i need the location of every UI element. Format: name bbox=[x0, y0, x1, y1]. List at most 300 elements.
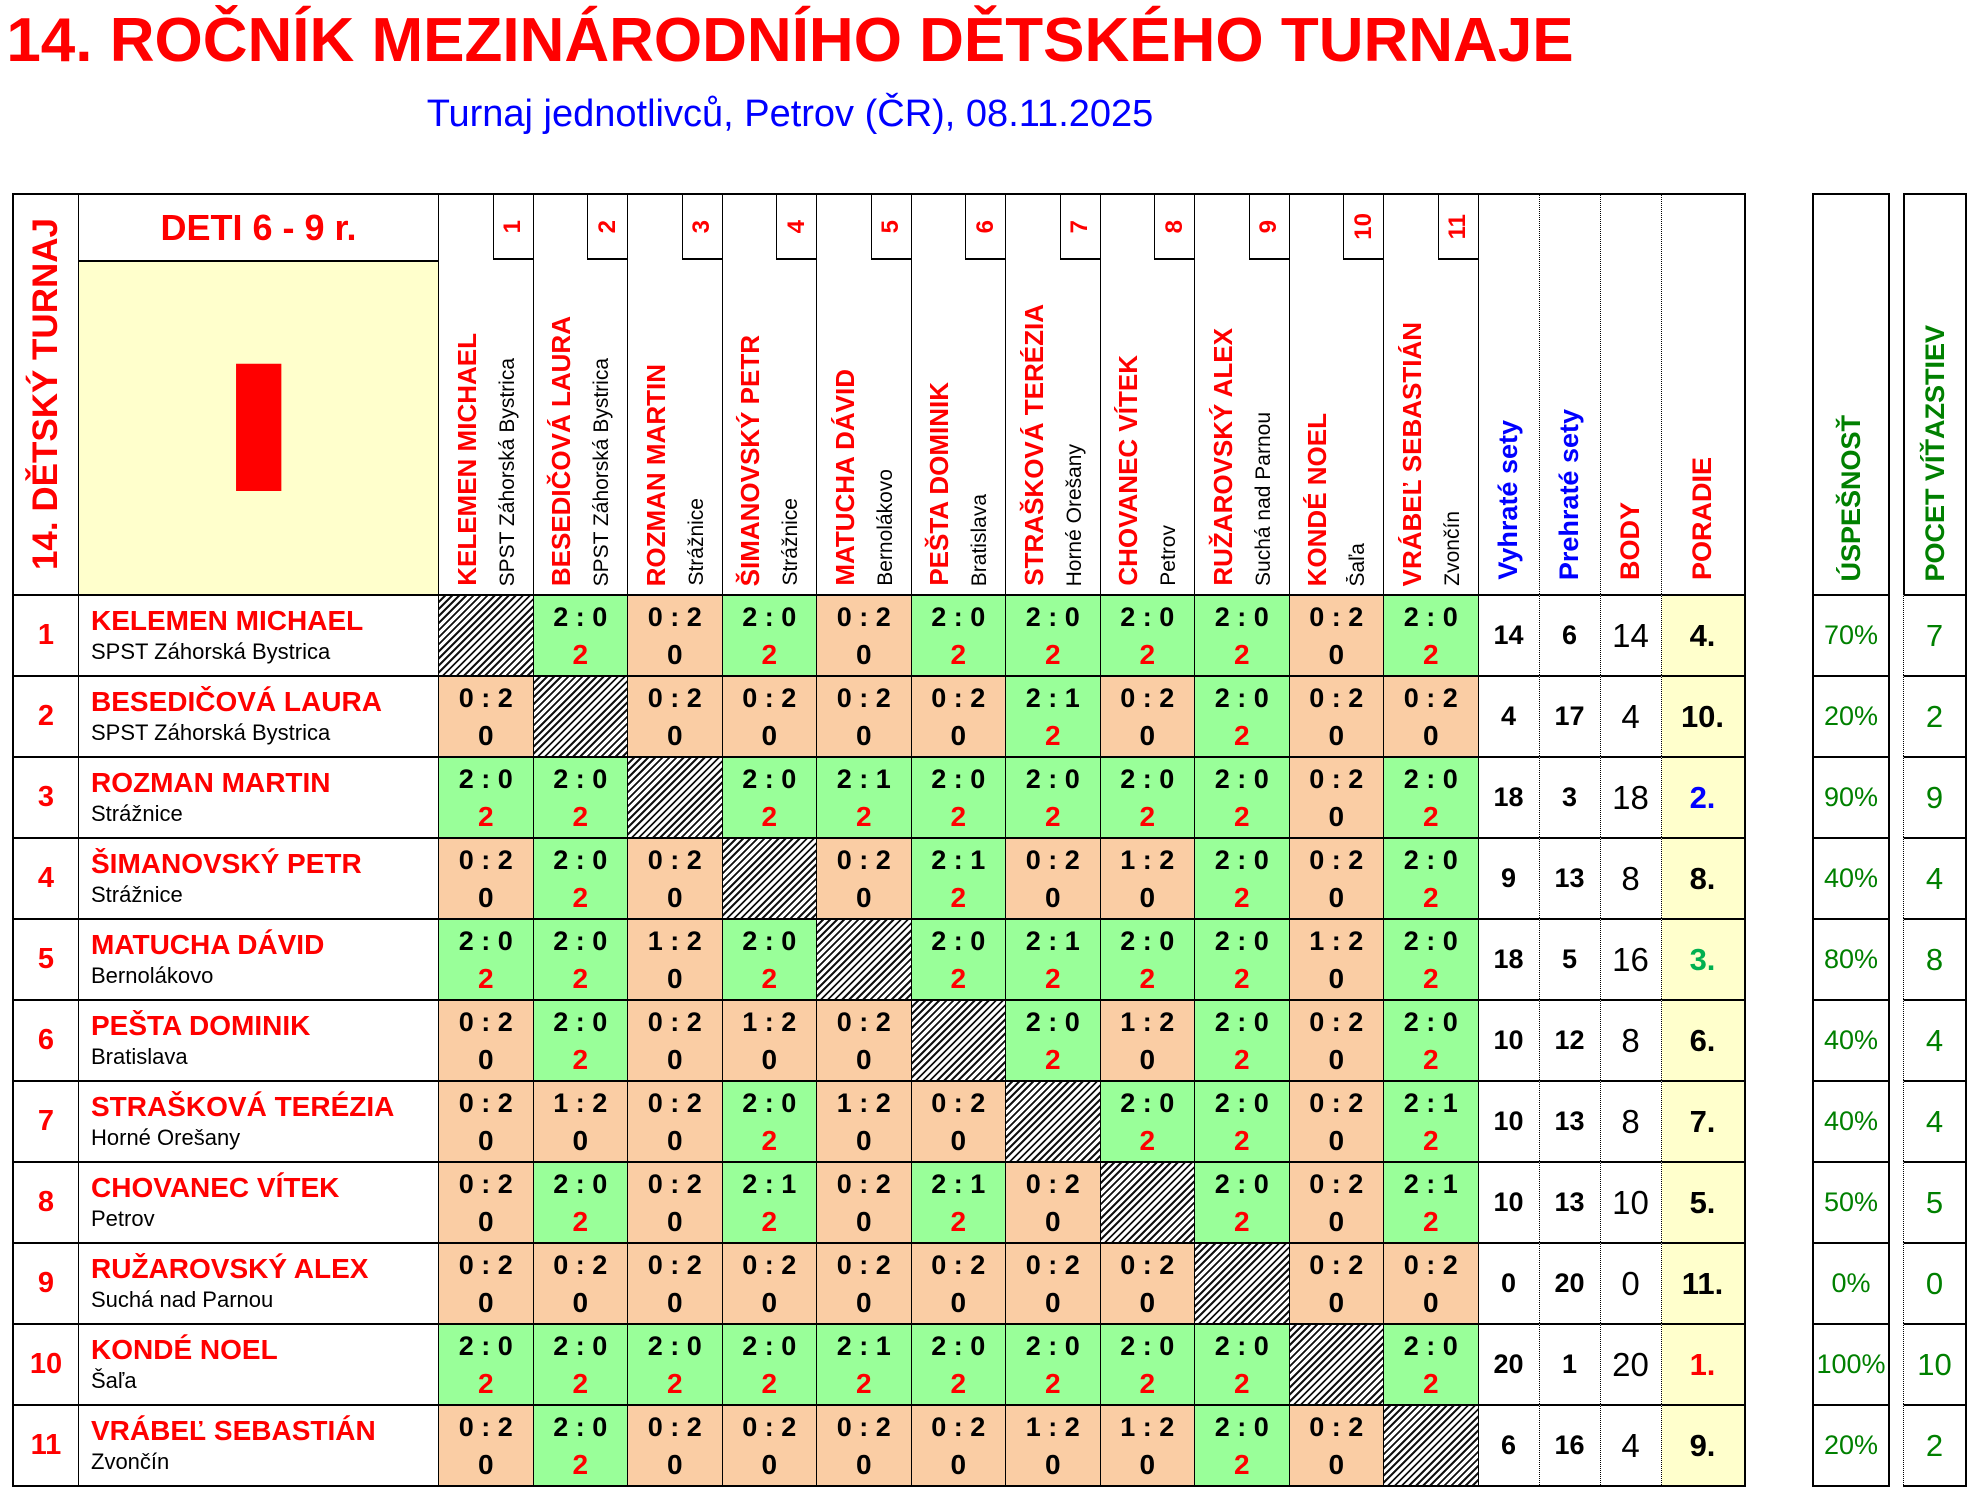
match-points: 0 bbox=[1328, 1125, 1345, 1156]
match-cell bbox=[628, 837, 723, 918]
success-rate-value: 40% bbox=[1814, 999, 1888, 1080]
player-row-header bbox=[79, 1161, 439, 1242]
match-score: 2 : 1 bbox=[1403, 1088, 1458, 1118]
sets-won-value: 0 bbox=[1479, 1242, 1540, 1323]
final-rank: 1. bbox=[1662, 1323, 1744, 1404]
match-score: 0 : 2 bbox=[1309, 1088, 1364, 1118]
player-column-header bbox=[1101, 260, 1196, 594]
match-points: 2 bbox=[1422, 801, 1439, 832]
match-points: 0 bbox=[477, 1287, 494, 1318]
row-number: 11 bbox=[14, 1404, 79, 1485]
match-cell bbox=[1006, 918, 1101, 999]
player-name: STRAŠKOVÁ TERÉZIA bbox=[91, 1091, 395, 1122]
sets-won-value: 14 bbox=[1479, 594, 1540, 675]
match-cell bbox=[439, 837, 534, 918]
match-score: 2 : 1 bbox=[931, 845, 986, 875]
match-points: 0 bbox=[950, 1125, 967, 1156]
player-number-box bbox=[965, 195, 1005, 260]
player-name: STRAŠKOVÁ TERÉZIA bbox=[1018, 304, 1049, 586]
player-name: KONDÉ NOEL bbox=[1302, 412, 1333, 586]
match-points: 2 bbox=[855, 1368, 872, 1399]
match-points: 0 bbox=[761, 720, 778, 751]
match-points: 0 bbox=[1139, 1044, 1156, 1075]
match-points: 2 bbox=[572, 801, 589, 832]
match-points: 2 bbox=[1139, 963, 1156, 994]
match-cell bbox=[1290, 1080, 1385, 1161]
player-name: VRÁBEĽ SEBASTIÁN bbox=[1396, 321, 1427, 586]
match-score: 0 : 2 bbox=[1309, 1250, 1364, 1280]
match-cell bbox=[534, 594, 629, 675]
sets-lost-value: 13 bbox=[1540, 837, 1601, 918]
match-cell bbox=[1006, 999, 1101, 1080]
player-row-header bbox=[79, 756, 439, 837]
player-number-cell bbox=[1006, 195, 1101, 260]
points-value: 4 bbox=[1601, 675, 1662, 756]
match-points: 0 bbox=[950, 720, 967, 751]
match-score: 0 : 2 bbox=[1309, 602, 1364, 632]
match-points: 2 bbox=[1233, 882, 1250, 913]
match-points: 2 bbox=[1422, 1206, 1439, 1237]
match-score: 2 : 0 bbox=[1403, 1007, 1458, 1037]
player-number-cell bbox=[439, 195, 534, 260]
match-score: 0 : 2 bbox=[647, 1250, 702, 1280]
match-cell bbox=[1290, 1161, 1385, 1242]
match-score: 2 : 0 bbox=[1403, 926, 1458, 956]
player-name: MATUCHA DÁVID bbox=[829, 369, 860, 586]
match-score: 2 : 1 bbox=[742, 1169, 797, 1199]
match-cell bbox=[534, 1161, 629, 1242]
match-score: 2 : 1 bbox=[1025, 926, 1080, 956]
player-number: 7 bbox=[1066, 219, 1093, 234]
match-points: 2 bbox=[477, 801, 494, 832]
match-cell bbox=[1195, 1161, 1290, 1242]
player-name: KELEMEN MICHAEL bbox=[91, 605, 364, 636]
wins-count-value: 0 bbox=[1903, 1242, 1965, 1323]
match-score: 2 : 0 bbox=[931, 602, 986, 632]
match-points: 2 bbox=[1233, 1125, 1250, 1156]
player-row-header bbox=[79, 594, 439, 675]
match-points: 2 bbox=[572, 963, 589, 994]
player-number-cell bbox=[1101, 195, 1196, 260]
player-column-header bbox=[628, 260, 723, 594]
match-cell bbox=[628, 675, 723, 756]
player-name: MATUCHA DÁVID bbox=[91, 929, 325, 960]
match-points: 0 bbox=[1328, 639, 1345, 670]
player-name: ROZMAN MARTIN bbox=[640, 363, 671, 586]
wins-count-value: 9 bbox=[1903, 756, 1965, 837]
match-cell bbox=[1101, 999, 1196, 1080]
match-score: 2 : 0 bbox=[1214, 683, 1269, 713]
match-cell bbox=[1195, 594, 1290, 675]
match-cell bbox=[912, 1161, 1007, 1242]
match-cell bbox=[1101, 1404, 1196, 1485]
match-score: 1 : 2 bbox=[836, 1088, 891, 1118]
match-score: 1 : 2 bbox=[1120, 1412, 1175, 1442]
match-score: 2 : 0 bbox=[931, 926, 986, 956]
match-points: 0 bbox=[1139, 882, 1156, 913]
player-club: SPST Záhorská Bystrica bbox=[91, 720, 331, 745]
success-rate-value: 40% bbox=[1814, 1080, 1888, 1161]
match-cell bbox=[1384, 918, 1479, 999]
match-cell bbox=[1101, 675, 1196, 756]
match-cell bbox=[534, 1080, 629, 1161]
match-score: 2 : 0 bbox=[1214, 1412, 1269, 1442]
match-score: 0 : 2 bbox=[647, 1007, 702, 1037]
match-points: 2 bbox=[572, 1044, 589, 1075]
match-points: 0 bbox=[1328, 1206, 1345, 1237]
match-cell bbox=[1006, 594, 1101, 675]
match-points: 0 bbox=[477, 1044, 494, 1075]
match-score: 0 : 2 bbox=[1403, 683, 1458, 713]
sets-won-value: 9 bbox=[1479, 837, 1540, 918]
match-cell bbox=[1101, 1323, 1196, 1404]
player-name: KONDÉ NOEL bbox=[91, 1334, 278, 1365]
sets-lost-value: 20 bbox=[1540, 1242, 1601, 1323]
match-points: 0 bbox=[1328, 720, 1345, 751]
final-rank: 5. bbox=[1662, 1161, 1744, 1242]
match-cell bbox=[439, 999, 534, 1080]
player-number-box bbox=[1438, 195, 1478, 260]
match-points: 0 bbox=[666, 1125, 683, 1156]
category-header bbox=[79, 195, 439, 260]
match-score: 2 : 0 bbox=[1214, 1169, 1269, 1199]
match-score: 2 : 0 bbox=[931, 764, 986, 794]
wins-count-value: 10 bbox=[1903, 1323, 1965, 1404]
sets-won-value: 10 bbox=[1479, 999, 1540, 1080]
match-points: 2 bbox=[1422, 882, 1439, 913]
player-number: 10 bbox=[1349, 213, 1377, 240]
match-cell bbox=[1006, 1161, 1101, 1242]
match-cell bbox=[1195, 675, 1290, 756]
player-name: CHOVANEC VÍTEK bbox=[91, 1172, 340, 1203]
match-score: 0 : 2 bbox=[1309, 764, 1364, 794]
points-value: 8 bbox=[1601, 999, 1662, 1080]
player-club: Strážnice bbox=[91, 801, 183, 826]
sets-won-value: 20 bbox=[1479, 1323, 1540, 1404]
match-score: 0 : 2 bbox=[1403, 1250, 1458, 1280]
match-points: 2 bbox=[1139, 801, 1156, 832]
match-cell bbox=[534, 1242, 629, 1323]
success-rate-value: 100% bbox=[1814, 1323, 1888, 1404]
match-points: 0 bbox=[855, 1125, 872, 1156]
sets-lost-value: 13 bbox=[1540, 1161, 1601, 1242]
match-score: 2 : 0 bbox=[553, 1169, 608, 1199]
sets-lost-header bbox=[1540, 195, 1601, 594]
match-cell bbox=[628, 1161, 723, 1242]
sets-lost-header-text: Prehraté sety bbox=[1554, 408, 1584, 580]
player-column-header bbox=[534, 260, 629, 594]
match-cell bbox=[1195, 1080, 1290, 1161]
success-rate-value: 20% bbox=[1814, 1404, 1888, 1485]
wins-count-value: 4 bbox=[1903, 999, 1965, 1080]
match-points: 2 bbox=[1233, 1044, 1250, 1075]
match-points: 0 bbox=[1328, 882, 1345, 913]
match-score: 2 : 0 bbox=[1120, 602, 1175, 632]
final-rank: 2. bbox=[1662, 756, 1744, 837]
match-points: 2 bbox=[761, 639, 778, 670]
self-match-cell bbox=[1195, 1242, 1290, 1323]
player-row-header bbox=[79, 837, 439, 918]
match-cell bbox=[628, 1080, 723, 1161]
match-cell bbox=[817, 1242, 912, 1323]
player-club: Zvončín bbox=[1440, 511, 1464, 586]
match-cell bbox=[817, 675, 912, 756]
player-club: Strážnice bbox=[91, 882, 183, 907]
final-rank: 3. bbox=[1662, 918, 1744, 999]
match-points: 2 bbox=[761, 1125, 778, 1156]
match-cell bbox=[817, 1404, 912, 1485]
match-cell bbox=[912, 1323, 1007, 1404]
match-score: 0 : 2 bbox=[647, 1169, 702, 1199]
match-points: 0 bbox=[1422, 1287, 1439, 1318]
points-value: 20 bbox=[1601, 1323, 1662, 1404]
self-match-cell bbox=[628, 756, 723, 837]
match-cell bbox=[912, 1080, 1007, 1161]
sets-won-value: 18 bbox=[1479, 918, 1540, 999]
player-number-cell bbox=[1195, 195, 1290, 260]
match-points: 0 bbox=[477, 1125, 494, 1156]
match-points: 0 bbox=[1328, 1044, 1345, 1075]
player-row-header bbox=[79, 1323, 439, 1404]
match-cell bbox=[912, 918, 1007, 999]
self-match-cell bbox=[1384, 1404, 1479, 1485]
match-points: 2 bbox=[950, 963, 967, 994]
player-number-box bbox=[493, 195, 533, 260]
match-cell bbox=[1384, 1080, 1479, 1161]
match-cell bbox=[912, 1242, 1007, 1323]
row-number: 3 bbox=[14, 756, 79, 837]
match-points: 2 bbox=[572, 1368, 589, 1399]
match-score: 2 : 0 bbox=[458, 764, 513, 794]
match-points: 0 bbox=[1328, 963, 1345, 994]
match-points: 2 bbox=[477, 963, 494, 994]
match-points: 2 bbox=[1044, 720, 1061, 751]
match-cell bbox=[723, 918, 818, 999]
player-number: 9 bbox=[1255, 219, 1282, 234]
match-score: 0 : 2 bbox=[458, 1088, 513, 1118]
player-club: Suchá nad Parnou bbox=[91, 1287, 274, 1312]
match-cell bbox=[439, 1080, 534, 1161]
match-cell bbox=[1290, 594, 1385, 675]
sets-won-header-text: Vyhraté sety bbox=[1493, 420, 1523, 580]
sets-lost-value: 17 bbox=[1540, 675, 1601, 756]
match-points: 2 bbox=[1044, 639, 1061, 670]
match-points: 2 bbox=[1422, 1044, 1439, 1075]
match-score: 2 : 0 bbox=[1025, 602, 1080, 632]
match-score: 0 : 2 bbox=[1309, 845, 1364, 875]
match-cell bbox=[1195, 999, 1290, 1080]
match-cell bbox=[439, 918, 534, 999]
match-cell bbox=[628, 1242, 723, 1323]
match-score: 0 : 2 bbox=[458, 1169, 513, 1199]
player-number-cell bbox=[1384, 195, 1479, 260]
wins-count-header-text: POCET VÍŤAZSTIEV bbox=[1919, 325, 1950, 582]
success-rate-value: 40% bbox=[1814, 837, 1888, 918]
match-cell bbox=[1290, 918, 1385, 999]
player-club: Bernolákovo bbox=[91, 963, 214, 988]
match-cell bbox=[1101, 1242, 1196, 1323]
row-number: 1 bbox=[14, 594, 79, 675]
match-score: 2 : 0 bbox=[553, 1412, 608, 1442]
final-rank: 7. bbox=[1662, 1080, 1744, 1161]
success-rate-header-text: ÚSPEŠNOSŤ bbox=[1835, 415, 1866, 582]
self-match-cell bbox=[1006, 1080, 1101, 1161]
self-match-cell bbox=[912, 999, 1007, 1080]
match-score: 2 : 0 bbox=[553, 926, 608, 956]
sets-lost-value: 3 bbox=[1540, 756, 1601, 837]
match-points: 0 bbox=[1328, 1449, 1345, 1480]
wins-count-value: 7 bbox=[1903, 594, 1965, 675]
player-number-cell bbox=[723, 195, 818, 260]
match-points: 0 bbox=[855, 639, 872, 670]
match-points: 0 bbox=[1328, 1287, 1345, 1318]
match-score: 2 : 1 bbox=[1403, 1169, 1458, 1199]
player-name: BESEDIČOVÁ LAURA bbox=[546, 315, 577, 586]
player-column-header bbox=[1195, 260, 1290, 594]
wins-count-value: 8 bbox=[1903, 918, 1965, 999]
match-score: 2 : 0 bbox=[1025, 1007, 1080, 1037]
match-score: 2 : 1 bbox=[1025, 683, 1080, 713]
match-score: 2 : 1 bbox=[836, 1331, 891, 1361]
match-points: 0 bbox=[666, 1044, 683, 1075]
match-cell bbox=[628, 1323, 723, 1404]
match-points: 2 bbox=[1139, 1125, 1156, 1156]
match-points: 0 bbox=[666, 720, 683, 751]
match-cell bbox=[1290, 1242, 1385, 1323]
success-rate-value: 90% bbox=[1814, 756, 1888, 837]
final-rank: 6. bbox=[1662, 999, 1744, 1080]
match-points: 0 bbox=[477, 1206, 494, 1237]
match-cell bbox=[1384, 1242, 1479, 1323]
success-rate-header bbox=[1814, 195, 1888, 594]
player-club: SPST Záhorská Bystrica bbox=[590, 357, 614, 586]
match-score: 0 : 2 bbox=[1309, 1169, 1364, 1199]
wins-count-value: 5 bbox=[1903, 1161, 1965, 1242]
match-cell bbox=[534, 1404, 629, 1485]
match-score: 0 : 2 bbox=[458, 1250, 513, 1280]
sets-won-value: 6 bbox=[1479, 1404, 1540, 1485]
match-score: 0 : 2 bbox=[1120, 683, 1175, 713]
row-number: 2 bbox=[14, 675, 79, 756]
match-cell bbox=[1195, 1323, 1290, 1404]
wins-count-table bbox=[1903, 193, 1967, 1487]
tournament-side-label-text: 14. DĚTSKÝ TURNAJ bbox=[26, 218, 65, 571]
player-club: SPST Záhorská Bystrica bbox=[495, 357, 519, 586]
match-cell bbox=[628, 999, 723, 1080]
player-club: Suchá nad Parnou bbox=[1251, 412, 1275, 586]
match-cell bbox=[1101, 756, 1196, 837]
match-cell bbox=[723, 1080, 818, 1161]
match-cell bbox=[1101, 1080, 1196, 1161]
player-number-cell bbox=[1290, 195, 1385, 260]
match-points: 0 bbox=[666, 963, 683, 994]
match-score: 2 : 0 bbox=[553, 602, 608, 632]
player-number-box bbox=[776, 195, 816, 260]
match-cell bbox=[817, 837, 912, 918]
match-points: 0 bbox=[855, 720, 872, 751]
sets-lost-value: 12 bbox=[1540, 999, 1601, 1080]
match-cell bbox=[912, 1404, 1007, 1485]
player-club: Zvončín bbox=[91, 1449, 170, 1474]
player-row-header bbox=[79, 1404, 439, 1485]
match-cell bbox=[723, 675, 818, 756]
match-points: 0 bbox=[1328, 801, 1345, 832]
final-rank: 8. bbox=[1662, 837, 1744, 918]
match-score: 0 : 2 bbox=[458, 683, 513, 713]
success-rate-value: 80% bbox=[1814, 918, 1888, 999]
match-cell bbox=[534, 999, 629, 1080]
match-points: 2 bbox=[1044, 801, 1061, 832]
player-column-header bbox=[1384, 260, 1479, 594]
match-points: 2 bbox=[572, 1206, 589, 1237]
match-points: 0 bbox=[1422, 720, 1439, 751]
player-name: ŠIMANOVSKÝ PETR bbox=[735, 334, 766, 586]
match-score: 2 : 0 bbox=[1214, 764, 1269, 794]
match-score: 0 : 2 bbox=[931, 683, 986, 713]
player-club: SPST Záhorská Bystrica bbox=[91, 639, 331, 664]
match-points: 0 bbox=[1139, 720, 1156, 751]
match-points: 0 bbox=[666, 1206, 683, 1237]
match-points: 0 bbox=[761, 1044, 778, 1075]
match-points: 2 bbox=[477, 1368, 494, 1399]
match-score: 0 : 2 bbox=[836, 1007, 891, 1037]
match-points: 2 bbox=[1233, 720, 1250, 751]
match-cell bbox=[723, 1323, 818, 1404]
match-points: 0 bbox=[1044, 1449, 1061, 1480]
match-score: 0 : 2 bbox=[458, 1412, 513, 1442]
player-club: Petrov bbox=[1157, 525, 1181, 586]
wins-count-header bbox=[1903, 195, 1965, 594]
player-name: VRÁBEĽ SEBASTIÁN bbox=[91, 1415, 376, 1446]
match-cell bbox=[439, 1323, 534, 1404]
match-cell bbox=[1006, 756, 1101, 837]
match-score: 0 : 2 bbox=[931, 1412, 986, 1442]
match-score: 0 : 2 bbox=[742, 1412, 797, 1442]
sets-lost-value: 1 bbox=[1540, 1323, 1601, 1404]
match-score: 2 : 0 bbox=[553, 845, 608, 875]
match-cell bbox=[439, 1161, 534, 1242]
match-cell bbox=[1384, 594, 1479, 675]
match-points: 2 bbox=[1233, 1368, 1250, 1399]
match-score: 0 : 2 bbox=[931, 1250, 986, 1280]
match-points: 2 bbox=[950, 801, 967, 832]
match-cell bbox=[1195, 918, 1290, 999]
match-points: 0 bbox=[1044, 1206, 1061, 1237]
row-number: 8 bbox=[14, 1161, 79, 1242]
match-cell bbox=[723, 1161, 818, 1242]
match-score: 0 : 2 bbox=[742, 1250, 797, 1280]
match-points: 0 bbox=[855, 882, 872, 913]
success-rate-value: 70% bbox=[1814, 594, 1888, 675]
match-points: 2 bbox=[950, 882, 967, 913]
player-number: 1 bbox=[499, 219, 526, 234]
match-score: 2 : 0 bbox=[1214, 1331, 1269, 1361]
points-header-text: BODY bbox=[1615, 501, 1645, 580]
player-column-header bbox=[1006, 260, 1101, 594]
match-cell bbox=[723, 594, 818, 675]
success-rate-value: 50% bbox=[1814, 1161, 1888, 1242]
player-column-header bbox=[912, 260, 1007, 594]
player-number: 11 bbox=[1444, 213, 1471, 240]
match-points: 0 bbox=[666, 639, 683, 670]
match-score: 2 : 0 bbox=[1025, 1331, 1080, 1361]
match-points: 0 bbox=[950, 1287, 967, 1318]
player-number-box bbox=[1154, 195, 1194, 260]
player-row-header bbox=[79, 675, 439, 756]
match-points: 2 bbox=[950, 1368, 967, 1399]
match-score: 2 : 0 bbox=[1214, 845, 1269, 875]
match-score: 2 : 0 bbox=[1120, 926, 1175, 956]
